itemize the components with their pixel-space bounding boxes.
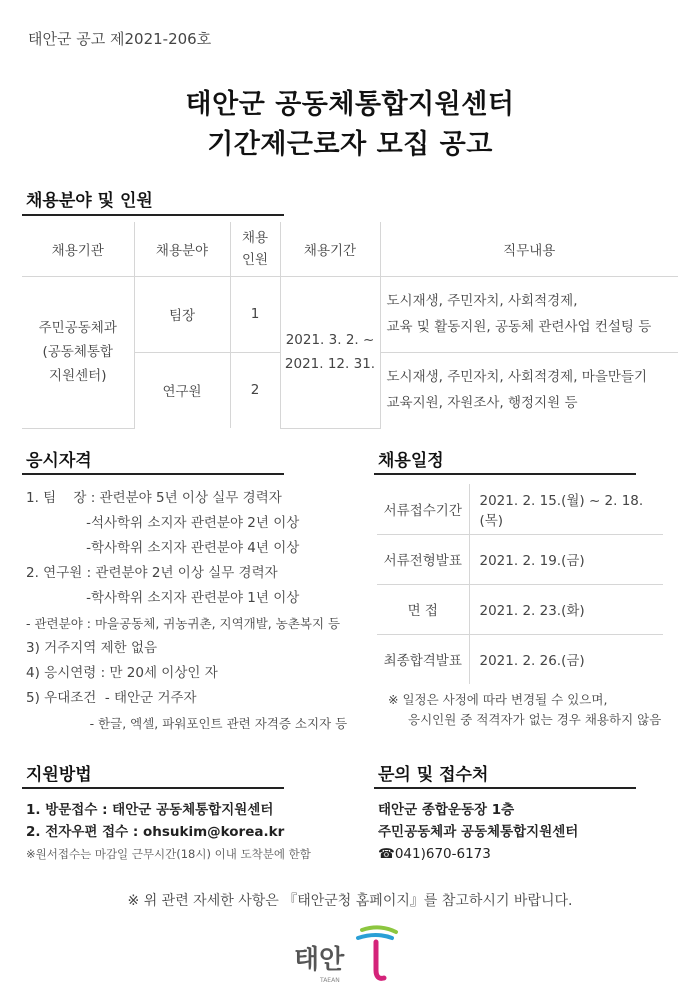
table-header-row — [22, 222, 678, 276]
count-cell: 2 — [230, 352, 280, 428]
list-item: 3) 거주지역 제한 없음 — [26, 640, 158, 656]
list-item: 2. 연구원 : 관련분야 2년 이상 실무 경력자 — [26, 565, 278, 581]
duty-line1: 도시재생, 주민자치, 사회적경제, 마을만들기 — [386, 369, 647, 386]
apply-note: ※원서접수는 마감일 근무시간(18시) 이내 도착분에 한함 — [26, 847, 311, 861]
duty-cell — [380, 352, 678, 428]
contact-heading: 문의 및 접수처 — [378, 765, 489, 785]
org-line1: 주민공동체과 — [38, 320, 117, 336]
recruit-heading-underline — [22, 214, 284, 216]
apply-line2: 2. 전자우편 접수 : ohsukim@korea.kr — [26, 824, 285, 840]
header-duty: 직무내용 — [380, 222, 678, 276]
notice-number: 태안군 공고 제2021-206호 — [28, 30, 212, 48]
list-item: -학사학위 소지자 관련분야 1년 이상 — [26, 590, 300, 606]
qualification-heading: 응시자격 — [26, 451, 92, 471]
apply-info — [26, 799, 311, 865]
header-count-line1: 채용 — [241, 229, 269, 246]
contact-info — [378, 799, 578, 865]
list-item: 4) 응시연령 : 만 20세 이상인 자 — [26, 665, 218, 681]
list-item: - 한글, 엑셀, 파워포인트 관련 자격증 소지자 등 — [26, 716, 348, 731]
list-item: -석사학위 소지자 관련분야 2년 이상 — [26, 515, 300, 531]
table-row — [22, 276, 678, 352]
list-item: 5) 우대조건 - 태안군 거주자 — [26, 690, 197, 706]
footer-note: ※ 위 관련 자세한 사항은 『태안군청 홈페이지』를 참고하시기 바랍니다. — [127, 893, 573, 909]
schedule-heading: 채용일정 — [378, 451, 444, 471]
list-item: -학사학위 소지자 관련분야 4년 이상 — [26, 540, 300, 556]
recruit-table — [22, 222, 678, 429]
apply-heading: 지원방법 — [26, 765, 92, 785]
header-field: 채용분야 — [134, 222, 230, 276]
table-row — [377, 484, 663, 534]
header-count-line2: 인원 — [241, 251, 269, 268]
schedule-value: 2021. 2. 26.(금) — [469, 634, 663, 684]
period-cell — [280, 276, 380, 428]
list-item: 1. 팀 장 : 관련분야 5년 이상 실무 경력자 — [26, 490, 282, 506]
contact-line2: 주민공동체과 공동체통합지원센터 — [378, 824, 579, 840]
page-title: 태안군 공동체통합지원센터 — [185, 89, 515, 120]
table-row — [377, 534, 663, 584]
schedule-label: 서류접수기간 — [377, 484, 469, 534]
org-cell — [22, 276, 134, 428]
list-item: - 관련분야 : 마을공동체, 귀농귀촌, 지역개발, 농촌복지 등 — [26, 616, 341, 631]
schedule-label: 최종합격발표 — [377, 634, 469, 684]
contact-phone: ☎041)670-6173 — [378, 846, 491, 862]
recruit-heading: 채용분야 및 인원 — [26, 191, 153, 211]
table-row — [377, 634, 663, 684]
duty-cell — [380, 276, 678, 352]
schedule-value: 2021. 2. 23.(화) — [469, 584, 663, 634]
schedule-note-line2: 응시인원 중 적격자가 없는 경우 채용하지 않음 — [408, 712, 662, 727]
field-cell: 팀장 — [134, 276, 230, 352]
table-row — [377, 584, 663, 634]
contact-heading-underline — [374, 787, 636, 789]
page-subtitle: 기간제근로자 모집 공고 — [207, 129, 493, 160]
schedule-table — [377, 484, 663, 684]
duty-line2: 교육지원, 자원조사, 행정지원 등 — [386, 395, 578, 412]
schedule-value: 2021. 2. 19.(금) — [469, 534, 663, 584]
contact-line1: 태안군 종합운동장 1층 — [378, 802, 515, 818]
header-period: 채용기간 — [280, 222, 380, 276]
period-line1: 2021. 3. 2. ~ — [285, 332, 375, 348]
duty-line1: 도시재생, 주민자치, 사회적경제, — [386, 293, 578, 309]
schedule-note — [388, 690, 661, 730]
schedule-label: 면 접 — [377, 584, 469, 634]
duty-line2: 교육 및 활동지원, 공동체 관련사업 컨설팅 등 — [386, 319, 652, 335]
count-cell: 1 — [230, 276, 280, 352]
taean-logo — [292, 922, 412, 986]
schedule-note-line1: ※ 일정은 사정에 따라 변경될 수 있으며, — [388, 692, 608, 707]
org-line3: 지원센터) — [49, 368, 107, 384]
qualification-list — [26, 486, 347, 736]
apply-heading-underline — [22, 787, 284, 789]
header-count — [230, 222, 280, 276]
org-line2: (공동체통합 — [42, 344, 113, 360]
logo-subtext: TAEAN — [320, 977, 340, 984]
logo-text: 태안 — [294, 945, 345, 975]
period-line2: 2021. 12. 31. — [284, 356, 376, 372]
field-cell: 연구원 — [134, 352, 230, 428]
schedule-label: 서류전형발표 — [377, 534, 469, 584]
schedule-value: 2021. 2. 15.(월) ~ 2. 18.(목) — [469, 484, 663, 534]
header-org: 채용기관 — [22, 222, 134, 276]
schedule-heading-underline — [374, 473, 636, 475]
apply-line1: 1. 방문접수 : 태안군 공동체통합지원센터 — [26, 802, 274, 818]
qualification-heading-underline — [22, 473, 284, 475]
